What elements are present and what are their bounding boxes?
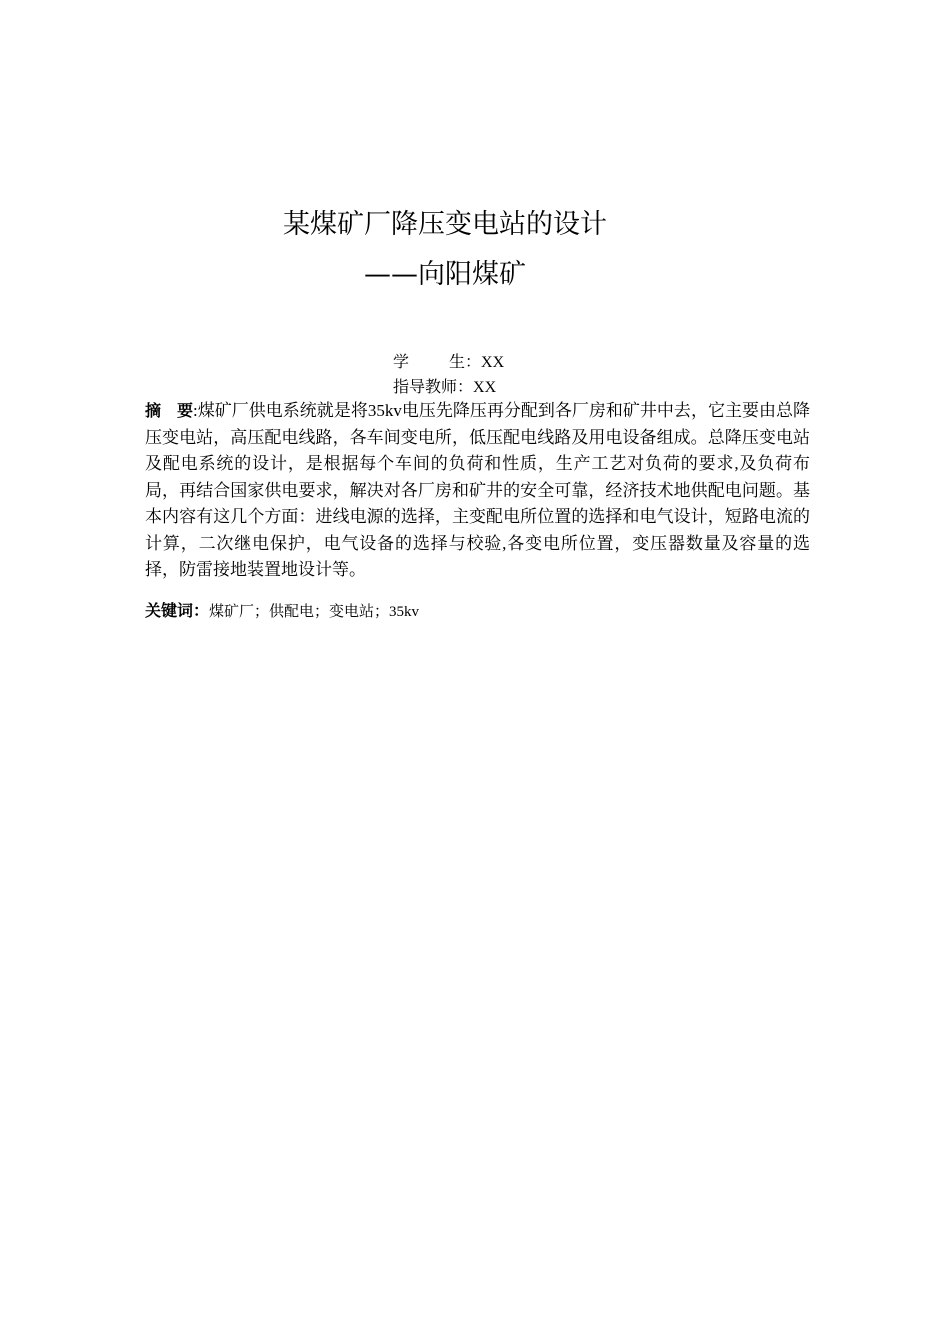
abstract-label: 摘 要: [145, 401, 194, 420]
advisor-row: [393, 375, 504, 400]
student-label-first: 学: [393, 354, 410, 371]
document-title: 某煤矿厂降压变电站的设计: [283, 209, 607, 240]
student-row: [393, 350, 504, 375]
author-info: [393, 350, 504, 400]
advisor-label: 指导教师：: [393, 379, 474, 396]
document-title-block: [0, 200, 890, 300]
keywords-line: [145, 598, 810, 625]
document-subtitle: ——向阳煤矿: [364, 259, 526, 290]
advisor-value: XX: [473, 379, 497, 396]
student-value: XX: [481, 354, 505, 371]
student-label-second: 生：: [449, 354, 482, 371]
abstract-paragraph: [145, 398, 810, 584]
abstract-text: :煤矿厂供电系统就是将35kv电压先降压再分配到各厂房和矿井中去，它主要由总降压变电站，高压配电线路，各车间变电所，低压配电线路及用电设备组成。总降压变电站及配电系统的设计，是根据每个车间的负荷和性质，生产工艺对负荷的要求,及负荷布局，再结合国家供电要求，解决对各厂房和矿井的安全可靠，经济技术地供配电问题。基本内容有这几个方面：进线电源的选择，主变配电所位置的选择和电气设计，短路电流的计算，二次继电保护，电气设备的选择与校验,各变电所位置，变压器数量及容量的选择，防雷接地装置地设计等。: [145, 401, 810, 579]
keywords-text: 煤矿厂；供配电；变电站；35kv: [209, 604, 420, 620]
keywords-label: 关键词：: [145, 601, 210, 620]
